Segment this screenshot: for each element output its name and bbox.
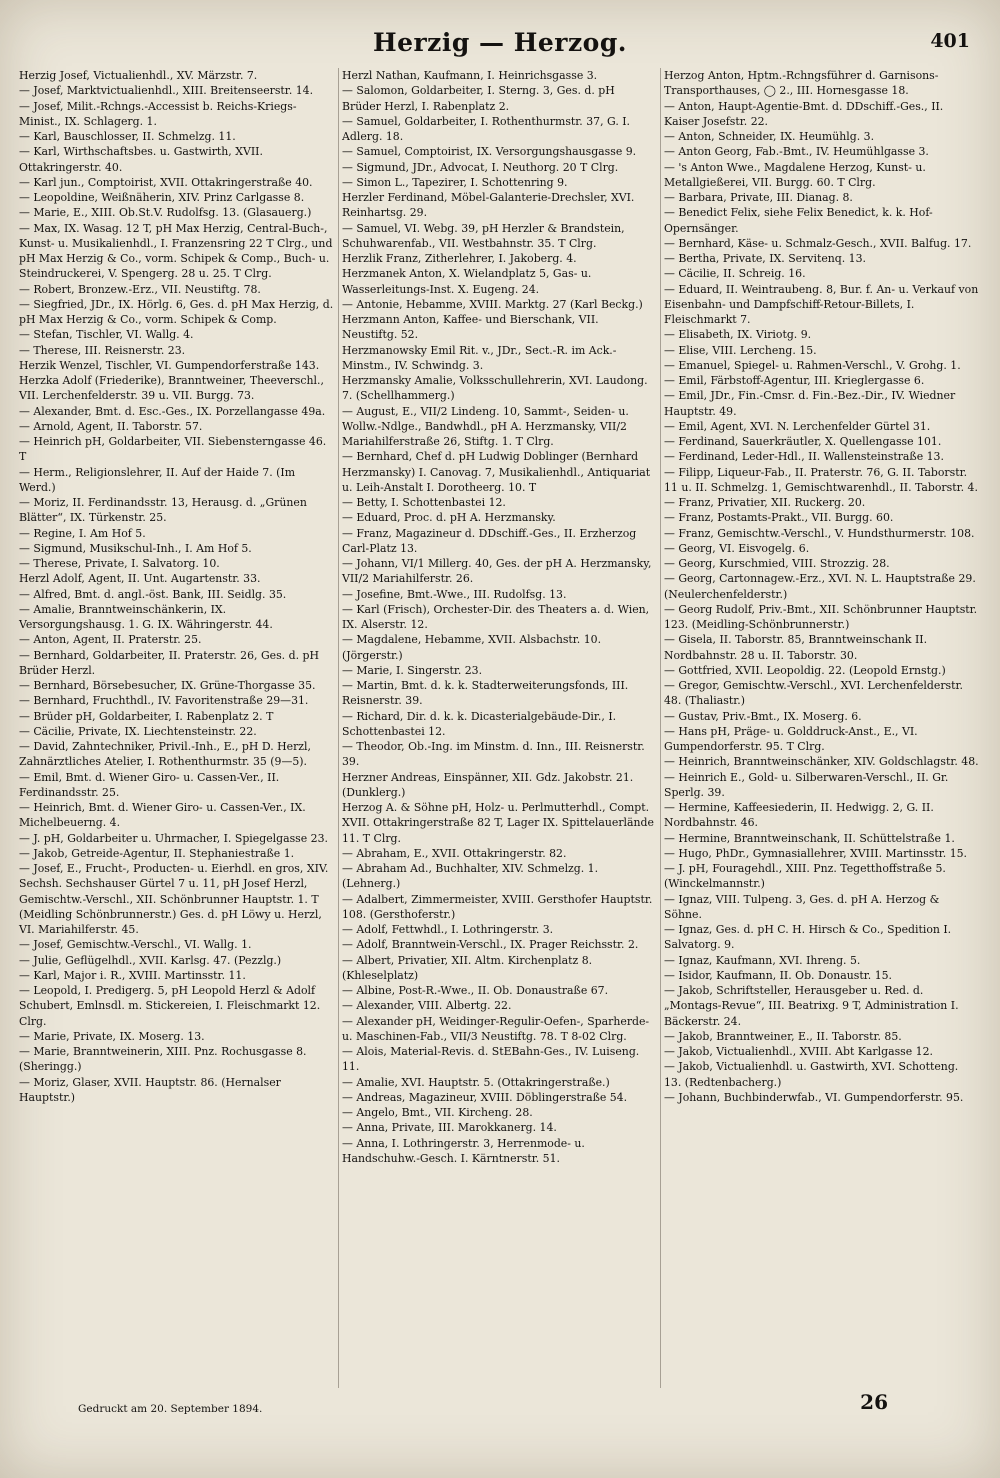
directory-entry: — Alfred, Bmt. d. angl.-öst. Bank, III. Seidlg. 35. — [19, 587, 287, 601]
directory-entry: — Ferdinand, Leder-Hdl., II. Wallensteinstraße 13. — [664, 450, 944, 464]
directory-entry: — Ignaz, Kaufmann, XVI. Ihreng. 5. — [664, 953, 861, 967]
directory-entry: — David, Zahntechniker, Privil.-Inh., E., pH D. Herzl, Zahnärztliches Atelier, I. Rothenthurmstr. 35 (9—5). — [19, 740, 311, 769]
directory-entry: — Abraham Ad., Buchhalter, XIV. Schmelzg. 1. (Lehnerg.) — [342, 862, 599, 891]
directory-entry: — Karl, Wirthschaftsbes. u. Gastwirth, XVII. Ottakringerstr. 40. — [19, 145, 263, 174]
directory-entry: — Cäcilie, Private, IX. Liechtensteinstr. 22. — [19, 724, 257, 738]
directory-entry: Herzl Adolf, Agent, II. Unt. Augartenstr. 33. — [19, 572, 261, 586]
directory-entry: — Filipp, Liqueur-Fab., II. Praterstr. 76, G. II. Taborstr. 11 u. II. Schmelzg. 1, Gemischtwarenhdl., II. Taborstr. 4. — [664, 465, 978, 494]
directory-entry: — Therese, III. Reisnerstr. 23. — [19, 343, 186, 357]
directory-entry: — Bernhard, Chef d. pH Ludwig Doblinger (Bernhard Herzmansky) I. Canovag. 7, Musikalienhdl., Antiquariat u. Leih-Anstalt I. Dorotheerg. 10. T — [342, 450, 651, 494]
directory-entry: — Emil, Bmt. d. Wiener Giro- u. Cassen-Ver., II. Ferdinandsstr. 25. — [19, 770, 280, 799]
directory-entry: — August, E., VII/2 Lindeng. 10, Sammt-, Seiden- u. Wollw.-Ndlge., Bandwhdl., pH A. Herzmansky, VII/2 Mariahilferstraße 26, Stiftg. 1. T Clrg. — [342, 404, 629, 448]
column-right — [660, 68, 982, 1388]
directory-entry: — Alois, Material-Revis. d. StEBahn-Ges., IV. Luiseng. 11. — [342, 1045, 640, 1074]
directory-entry: Herzmann Anton, Kaffee- und Bierschank, VII. Neustiftg. 52. — [342, 313, 599, 342]
directory-entry: — Josefine, Bmt.-Wwe., III. Rudolfsg. 13. — [342, 587, 567, 601]
page-number: 401 — [930, 30, 970, 52]
directory-entry: — Hermine, Branntweinschank, II. Schüttelstraße 1. — [664, 831, 955, 845]
page-header — [0, 28, 1000, 60]
directory-entry: — Herm., Religionslehrer, II. Auf der Haide 7. (Im Werd.) — [19, 465, 296, 494]
directory-entry: — Richard, Dir. d. k. k. Dicasterialgebäude-Dir., I. Schottenbastei 12. — [342, 709, 617, 738]
directory-entry: — Josef, Milit.-Rchngs.-Accessist b. Reichs-Kriegs-Minist., IX. Schlagerg. 1. — [19, 99, 297, 128]
directory-entry: — Franz, Privatier, XII. Ruckerg. 20. — [664, 496, 866, 509]
directory-entry: Herzner Andreas, Einspänner, XII. Gdz. Jakobstr. 21. (Dunklerg.) — [342, 770, 634, 799]
directory-entry: — Georg Rudolf, Priv.-Bmt., XII. Schönbrunner Hauptstr. 123. (Meidling-Schönbrunnerstr.) — [664, 602, 978, 631]
directory-entry: — Theodor, Ob.-Ing. im Minstm. d. Inn., III. Reisnerstr. 39. — [342, 740, 645, 769]
directory-entry: — Ignaz, VIII. Tulpeng. 3, Ges. d. pH A. Herzog & Söhne. — [664, 892, 940, 921]
directory-entry: — Emil, JDr., Fin.-Cmsr. d. Fin.-Bez.-Dir., IV. Wiedner Hauptstr. 49. — [664, 389, 956, 418]
directory-entry: — Emil, Agent, XVI. N. Lerchenfelder Gürtel 31. — [664, 419, 931, 433]
directory-entry: — Bertha, Private, IX. Servitenq. 13. — [664, 252, 866, 265]
directory-entry: — Samuel, Comptoirist, IX. Versorgungshausgasse 9. — [342, 145, 637, 159]
directory-entry: — Georg, VI. Eisvogelg. 6. — [664, 541, 810, 555]
directory-entry: — Karl jun., Comptoirist, XVII. Ottakringerstraße 40. — [19, 175, 313, 189]
directory-entry: — Therese, Private, I. Salvatorg. 10. — [19, 557, 220, 570]
directory-entry: — Bernhard, Goldarbeiter, II. Praterstr. 26, Ges. d. pH Brüder Herzl. — [19, 648, 319, 677]
directory-entry: — Bernhard, Käse- u. Schmalz-Gesch., XVII. Balfug. 17. — [664, 236, 972, 250]
directory-entry: — Hugo, PhDr., Gymnasiallehrer, XVIII. Martinsstr. 15. — [664, 846, 968, 860]
directory-entry: — Alexander pH, Weidinger-Regulir-Oefen-, Sparherde- u. Maschinen-Fab., VII/3 Neustiftg. 78. T 8-02 Clrg. — [342, 1014, 650, 1043]
directory-entry: — J. pH, Fouragehdl., XIII. Pnz. Tegetthoffstraße 5. (Winckelmannstr.) — [664, 862, 946, 891]
directory-entry: — Leopoldine, Weißnäherin, XIV. Prinz Carlgasse 8. — [19, 191, 305, 204]
directory-entry: Herzler Ferdinand, Möbel-Galanterie-Drechsler, XVI. Reinhartsg. 29. — [342, 191, 635, 220]
directory-entry: — Amalie, XVI. Hauptstr. 5. (Ottakringerstraße.) — [342, 1075, 610, 1089]
directory-entry: — Barbara, Private, III. Dianag. 8. — [664, 191, 853, 204]
directory-entry: — Josef, E., Frucht-, Producten- u. Eierhdl. en gros, XIV. Sechsh. Sechshauser Gürtel 7 u. 11, pH Josef Herzl, Gemischtw.-Verschl., XII. Schönbrunner Hauptstr. 1. T (Meidling Schönbrunnerstr.) Ges. d. pH Löwy u. Herzl, VI. Mariahilferstr. 45. — [19, 862, 329, 936]
directory-entry: — 's Anton Wwe., Magdalene Herzog, Kunst- u. Metallgießerei, VII. Burgg. 60. T Clrg. — [664, 160, 926, 189]
directory-entry: — Elisabeth, IX. Viriotg. 9. — [664, 328, 812, 342]
directory-entry: — Magdalene, Hebamme, XVII. Alsbachstr. 10. (Jörgerstr.) — [342, 633, 602, 662]
directory-entry: — Marie, Private, IX. Moserg. 13. — [19, 1029, 205, 1043]
directory-entry: — Jakob, Getreide-Agentur, II. Stephaniestraße 1. — [19, 846, 295, 860]
directory-entry: — Marie, E., XIII. Ob.St.V. Rudolfsg. 13. (Glasauerg.) — [19, 206, 312, 220]
directory-entry: — Antonie, Hebamme, XVIII. Marktg. 27 (Karl Beckg.) — [342, 297, 643, 311]
directory-entry: — Stefan, Tischler, VI. Wallg. 4. — [19, 328, 194, 342]
directory-entry: Herzog Anton, Hptm.-Rchngsführer d. Garnisons-Transporthauses, ◯ 2., III. Hornesgasse 18. — [664, 69, 939, 98]
directory-entry: — Karl (Frisch), Orchester-Dir. des Theaters a. d. Wien, IX. Alserstr. 12. — [342, 602, 650, 631]
directory-entry: — Gustav, Priv.-Bmt., IX. Moserg. 6. — [664, 709, 862, 723]
page-title: Herzig — Herzog. — [372, 28, 628, 57]
directory-entry: — Angelo, Bmt., VII. Kircheng. 28. — [342, 1106, 533, 1119]
directory-entry: — Jakob, Branntweiner, E., II. Taborstr. 85. — [664, 1029, 902, 1043]
directory-entry: — Moriz, Glaser, XVII. Hauptstr. 86. (Hernalser Hauptstr.) — [19, 1075, 281, 1104]
directory-entry: — Elise, VIII. Lercheng. 15. — [664, 343, 817, 357]
directory-entry: — Franz, Magazineur d. DDschiff.-Ges., II. Erzherzog Carl-Platz 13. — [342, 526, 637, 555]
directory-entry: — Karl, Major i. R., XVIII. Martinsstr. 11. — [19, 968, 246, 982]
directory-entry: Herzik Wenzel, Tischler, VI. Gumpendorferstraße 143. — [19, 358, 320, 372]
directory-entry: — Siegfried, JDr., IX. Hörlg. 6, Ges. d. pH Max Herzig, d. pH Max Herzig & Co., vorm. Schipek & Comp. — [19, 297, 334, 326]
column-left — [16, 68, 338, 1388]
directory-entry: — Adolf, Fettwhdl., I. Lothringerstr. 3. — [342, 923, 554, 936]
directory-entry: Herzog A. & Söhne pH, Holz- u. Perlmutterhdl., Compt. XVII. Ottakringerstraße 82 T, Lager IX. Spittelauerlände 11. T Clrg. — [342, 801, 654, 845]
directory-entry: — Samuel, Goldarbeiter, I. Rothenthurmstr. 37, G. I. Adlerg. 18. — [342, 114, 631, 143]
directory-entry: — Anna, I. Lothringerstr. 3, Herrenmode- u. Handschuhw.-Gesch. I. Kärntnerstr. 51. — [342, 1136, 585, 1165]
directory-entry: — Bernhard, Börsebesucher, IX. Grüne-Thorgasse 35. — [19, 679, 316, 692]
directory-entry: Herzka Adolf (Friederike), Branntweiner, Theeverschl., VII. Lerchenfelderstr. 39 u. VII. Burgg. 73. — [19, 374, 324, 403]
directory-entry: — Heinrich, Branntweinschänker, XIV. Goldschlagstr. 48. — [664, 755, 979, 769]
sheet-signature: 26 — [860, 1390, 888, 1414]
directory-entry: — Bernhard, Fruchthdl., IV. Favoritenstraße 29—31. — [19, 694, 309, 708]
directory-entry: — Andreas, Magazineur, XVIII. Döblingerstraße 54. — [342, 1090, 628, 1104]
directory-entry: — Brüder pH, Goldarbeiter, I. Rabenplatz 2. T — [19, 709, 274, 723]
directory-columns — [16, 68, 984, 1388]
directory-entry: — Benedict Felix, siehe Felix Benedict, k. k. Hof-Opernsänger. — [664, 206, 933, 235]
directory-entry: — Arnold, Agent, II. Taborstr. 57. — [19, 419, 203, 433]
directory-entry: — Alexander, Bmt. d. Esc.-Ges., IX. Porzellangasse 49a. — [19, 404, 326, 418]
directory-entry: — Marie, Branntweinerin, XIII. Pnz. Rochusgasse 8. (Sheringg.) — [19, 1045, 307, 1074]
directory-entry: Herzlik Franz, Zitherlehrer, I. Jakoberg. 4. — [342, 252, 577, 265]
print-date-note: Gedruckt am 20. September 1894. — [78, 1403, 263, 1415]
directory-entry: Herzmansky Amalie, Volksschullehrerin, XVI. Laudong. 7. (Schellhammerg.) — [342, 374, 648, 403]
directory-entry: — Gregor, Gemischtw.-Verschl., XVI. Lerchenfelderstr. 48. (Thaliastr.) — [664, 679, 963, 708]
directory-entry: — Eduard, II. Weintraubeng. 8, Bur. f. An- u. Verkauf von Eisenbahn- und Dampfschiff-Retour-Billets, I. Fleischmarkt 7. — [664, 282, 979, 326]
directory-entry: Herzig Josef, Victualienhdl., XV. Märzstr. 7. — [19, 69, 258, 82]
directory-entry: — Regine, I. Am Hof 5. — [19, 526, 146, 540]
directory-entry: — Hermine, Kaffeesiederin, II. Hedwigg. 2, G. II. Nordbahnstr. 46. — [664, 801, 934, 830]
directory-entry: — Franz, Postamts-Prakt., VII. Burgg. 60. — [664, 511, 894, 525]
directory-entry: — Leopold, I. Predigerg. 5, pH Leopold Herzl & Adolf Schubert, Emlnsdl. m. Stickereien, I. Fleischmarkt 12. Clrg. — [19, 984, 321, 1028]
directory-entry: — Martin, Bmt. d. k. k. Stadterweiterungsfonds, III. Reisnerstr. 39. — [342, 679, 629, 708]
directory-entry: — Simon L., Tapezirer, I. Schottenring 9. — [342, 175, 568, 189]
column-middle — [338, 68, 660, 1388]
directory-entry: — Franz, Gemischtw.-Verschl., V. Hundsthurmerstr. 108. — [664, 526, 975, 540]
directory-entry: — Johann, VI/1 Millerg. 40, Ges. der pH A. Herzmansky, VII/2 Mariahilferstr. 26. — [342, 557, 652, 586]
directory-entry: Herzmanowsky Emil Rit. v., JDr., Sect.-R. im Ack.-Minstm., IV. Schwindg. 3. — [342, 343, 617, 372]
directory-entry: — Moriz, II. Ferdinandsstr. 13, Herausg. d. „Grünen Blätter“, IX. Türkenstr. 25. — [19, 496, 307, 525]
directory-entry: — Samuel, VI. Webg. 39, pH Herzler & Brandstein, Schuhwarenfab., VII. Westbahnstr. 35. T Clrg. — [342, 221, 625, 250]
directory-entry: — Max, IX. Wasag. 12 T, pH Max Herzig, Central-Buch-, Kunst- u. Musikalienhdl., I. Franzensring 22 T Clrg., und pH Max Herzig & Co., vorm. Schipek & Comp., Buch- u. Steindruckerei, V. Spengerg. 28 u. 25. T Clrg. — [19, 221, 333, 281]
directory-entry: — Jakob, Schriftsteller, Herausgeber u. Red. d. „Montags-Revue“, III. Beatrixg. 9 T, Administration I. Bäckerstr. 24. — [664, 984, 959, 1028]
directory-entry: — Heinrich pH, Goldarbeiter, VII. Siebensterngasse 46. T — [19, 435, 327, 464]
directory-entry: — Karl, Bauschlosser, II. Schmelzg. 11. — [19, 130, 236, 143]
directory-entry: — Adalbert, Zimmermeister, XVIII. Gersthofer Hauptstr. 108. (Gersthoferstr.) — [342, 892, 653, 921]
directory-entry: — Georg, Kurschmied, VIII. Strozzig. 28. — [664, 557, 890, 570]
directory-entry: — Anna, Private, III. Marokkanerg. 14. — [342, 1121, 557, 1135]
directory-entry: — Ferdinand, Sauerkräutler, X. Quellengasse 101. — [664, 435, 942, 448]
directory-entry: — Anton, Schneider, IX. Heumühlg. 3. — [664, 130, 875, 143]
directory-entry: — Sigmund, JDr., Advocat, I. Neuthorg. 20 T Clrg. — [342, 160, 619, 174]
directory-entry: — Albine, Post-R.-Wwe., II. Ob. Donaustraße 67. — [342, 984, 609, 997]
directory-entry: — Johann, Buchbinderwfab., VI. Gumpendorferstr. 95. — [664, 1090, 964, 1104]
directory-entry: — Hans pH, Präge- u. Golddruck-Anst., E., VI. Gumpendorferstr. 95. T Clrg. — [664, 724, 918, 753]
directory-entry: — Anton, Agent, II. Praterstr. 25. — [19, 633, 202, 647]
directory-entry: — Sigmund, Musikschul-Inh., I. Am Hof 5. — [19, 541, 252, 555]
directory-entry: — Salomon, Goldarbeiter, I. Sterng. 3, Ges. d. pH Brüder Herzl, I. Rabenplatz 2. — [342, 84, 615, 113]
directory-entry: — Georg, Cartonnagew.-Erz., XVI. N. L. Hauptstraße 29. (Neulerchenfelderstr.) — [664, 572, 976, 601]
directory-entry: — Amalie, Branntweinschänkerin, IX. Versorgungshausg. 1. G. IX. Währingerstr. 44. — [19, 602, 273, 631]
directory-entry: — Jakob, Victualienhdl., XVIII. Abt Karlgasse 12. — [664, 1045, 933, 1058]
directory-entry: — Albert, Privatier, XII. Altm. Kirchenplatz 8. (Khleselplatz) — [342, 953, 593, 982]
directory-entry: — Gisela, II. Taborstr. 85, Branntweinschank II. Nordbahnstr. 28 u. II. Taborstr. 30. — [664, 633, 928, 662]
directory-entry: — Eduard, Proc. d. pH A. Herzmansky. — [342, 511, 556, 525]
directory-entry: — Emanuel, Spiegel- u. Rahmen-Verschl., V. Grohg. 1. — [664, 358, 961, 372]
directory-entry: — J. pH, Goldarbeiter u. Uhrmacher, I. Spiegelgasse 23. — [19, 831, 328, 845]
directory-entry: — Alexander, VIII. Albertg. 22. — [342, 999, 512, 1013]
directory-entry: — Adolf, Branntwein-Verschl., IX. Prager Reichsstr. 2. — [342, 938, 639, 952]
directory-entry: — Heinrich E., Gold- u. Silberwaren-Verschl., II. Gr. Sperlg. 39. — [664, 770, 949, 799]
directory-entry: — Isidor, Kaufmann, II. Ob. Donaustr. 15. — [664, 968, 893, 982]
directory-entry: — Robert, Bronzew.-Erz., VII. Neustiftg. 78. — [19, 282, 261, 296]
directory-entry: — Josef, Marktvictualienhdl., XIII. Breitenseerstr. 14. — [19, 84, 314, 98]
directory-entry: — Emil, Färbstoff-Agentur, III. Krieglergasse 6. — [664, 374, 925, 387]
directory-entry: — Heinrich, Bmt. d. Wiener Giro- u. Cassen-Ver., IX. Michelbeuerng. 4. — [19, 801, 306, 830]
directory-entry: — Josef, Gemischtw.-Verschl., VI. Wallg. 1. — [19, 938, 252, 952]
directory-entry: — Julie, Geflügelhdl., XVII. Karlsg. 47. (Pezzlg.) — [19, 953, 282, 967]
directory-entry: — Ignaz, Ges. d. pH C. H. Hirsch & Co., Spedition I. Salvatorg. 9. — [664, 923, 952, 952]
directory-entry: Herzl Nathan, Kaufmann, I. Heinrichsgasse 3. — [342, 69, 598, 82]
directory-entry: — Jakob, Victualienhdl. u. Gastwirth, XVI. Schotteng. 13. (Redtenbacherg.) — [664, 1060, 959, 1089]
directory-entry: — Anton, Haupt-Agentie-Bmt. d. DDschiff.-Ges., II. Kaiser Josefstr. 22. — [664, 99, 944, 128]
directory-entry: — Abraham, E., XVII. Ottakringerstr. 82. — [342, 846, 567, 860]
directory-entry: — Cäcilie, II. Schreig. 16. — [664, 267, 806, 281]
directory-entry: — Gottfried, XVII. Leopoldig. 22. (Leopold Ernstg.) — [664, 663, 946, 677]
directory-entry: — Betty, I. Schottenbastei 12. — [342, 496, 506, 509]
directory-entry: — Anton Georg, Fab.-Bmt., IV. Heumühlgasse 3. — [664, 145, 929, 159]
directory-entry: — Marie, I. Singerstr. 23. — [342, 663, 483, 677]
directory-entry: Herzmanek Anton, X. Wielandplatz 5, Gas- u. Wasserleitungs-Inst. X. Eugeng. 24. — [342, 267, 592, 296]
